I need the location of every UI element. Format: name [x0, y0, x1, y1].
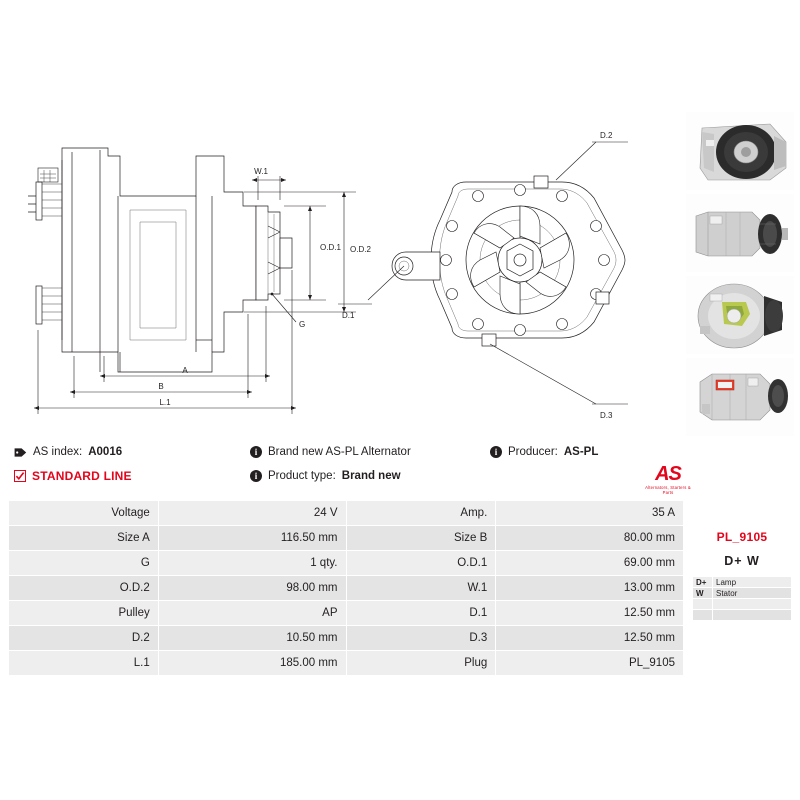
table-row [9, 651, 684, 676]
spec-label: D.1 [346, 601, 496, 626]
as-index-value: A0016 [88, 446, 123, 458]
pin-key: W [693, 588, 713, 599]
spec-value: 69.00 mm [496, 551, 684, 576]
dim-d1-label: D.1 [342, 311, 355, 320]
plug-code: PL_9105 [716, 530, 768, 544]
dim-b-label: B [158, 382, 164, 391]
product-photo-pulley-end [686, 112, 794, 190]
table-row [693, 599, 792, 610]
dim-od2-label: O.D.2 [350, 245, 371, 254]
spec-label: Size A [9, 526, 159, 551]
spec-value: 80.00 mm [496, 526, 684, 551]
pin-value [713, 610, 792, 621]
pin-key: D+ [693, 577, 713, 588]
product-info [14, 440, 684, 488]
spec-value: 13.00 mm [496, 576, 684, 601]
technical-drawing [0, 0, 680, 430]
table-row [693, 577, 792, 588]
spec-value: 35 A [496, 501, 684, 526]
spec-label: Amp. [346, 501, 496, 526]
plug-pins: D+ W [724, 554, 760, 568]
spec-label: D.3 [346, 626, 496, 651]
brand-logo-tagline: Alternators, Starters & Parts [645, 485, 691, 495]
table-row [9, 551, 684, 576]
producer-label: Producer: [508, 446, 558, 458]
info-icon: i [490, 446, 502, 458]
dim-d2-label: D.2 [600, 131, 613, 140]
info-icon: i [250, 446, 262, 458]
dim-g-label: G [299, 320, 306, 329]
brand-new-cell [250, 446, 490, 458]
table-row [9, 626, 684, 651]
spec-value: 116.50 mm [158, 526, 346, 551]
spec-label: Voltage [9, 501, 159, 526]
tag-icon [14, 447, 27, 458]
product-type-value: Brand new [341, 470, 401, 482]
spec-label: Pulley [9, 601, 159, 626]
product-photo-side [686, 194, 794, 272]
product-photo-body [686, 358, 794, 436]
standard-line-text: STANDARD LINE [32, 469, 132, 483]
pin-key [693, 610, 713, 621]
pin-value [713, 599, 792, 610]
spec-label: G [9, 551, 159, 576]
dim-od1-label: O.D.1 [320, 243, 341, 252]
info-row-2 [14, 464, 684, 488]
spec-label: Plug [346, 651, 496, 676]
check-icon [14, 470, 26, 482]
spec-label: W.1 [346, 576, 496, 601]
table-row [9, 576, 684, 601]
table-row [9, 501, 684, 526]
specification-table [8, 500, 684, 676]
info-icon: i [250, 470, 262, 482]
spec-value: 98.00 mm [158, 576, 346, 601]
spec-value: 1 qty. [158, 551, 346, 576]
spec-value: 12.50 mm [496, 601, 684, 626]
dim-w1-label: W.1 [254, 167, 268, 176]
as-index-cell [14, 446, 250, 458]
product-type-cell [250, 470, 490, 482]
table-row [9, 526, 684, 551]
dim-d3-label: D.3 [600, 411, 613, 420]
producer-value: AS-PL [563, 446, 599, 458]
product-photo-column [686, 112, 796, 440]
pin-value: Stator [713, 588, 792, 599]
info-row-1 [14, 440, 684, 464]
dim-l1-label: L.1 [159, 398, 171, 407]
producer-cell [490, 446, 680, 458]
spec-label: O.D.2 [9, 576, 159, 601]
spec-value: PL_9105 [496, 651, 684, 676]
spec-value: 24 V [158, 501, 346, 526]
plug-pin-table [692, 576, 792, 621]
spec-label: Size B [346, 526, 496, 551]
product-type-label: Product type: [268, 470, 336, 482]
as-index-label: AS index: [33, 446, 83, 458]
dim-a-label: A [182, 366, 188, 375]
brand-logo-mark: AS [655, 463, 681, 485]
product-photo-rear [686, 276, 794, 354]
pin-key [693, 599, 713, 610]
standard-line-cell [14, 469, 250, 483]
table-row [693, 610, 792, 621]
spec-label: D.2 [9, 626, 159, 651]
brand-new-text: Brand new AS-PL Alternator [268, 446, 411, 458]
plug-info [690, 530, 794, 621]
spec-value: 12.50 mm [496, 626, 684, 651]
pin-value: Lamp [713, 577, 792, 588]
table-row [9, 601, 684, 626]
spec-label: O.D.1 [346, 551, 496, 576]
spec-value: 185.00 mm [158, 651, 346, 676]
spec-value: 10.50 mm [158, 626, 346, 651]
spec-label: L.1 [9, 651, 159, 676]
table-row [693, 588, 792, 599]
spec-value: AP [158, 601, 346, 626]
